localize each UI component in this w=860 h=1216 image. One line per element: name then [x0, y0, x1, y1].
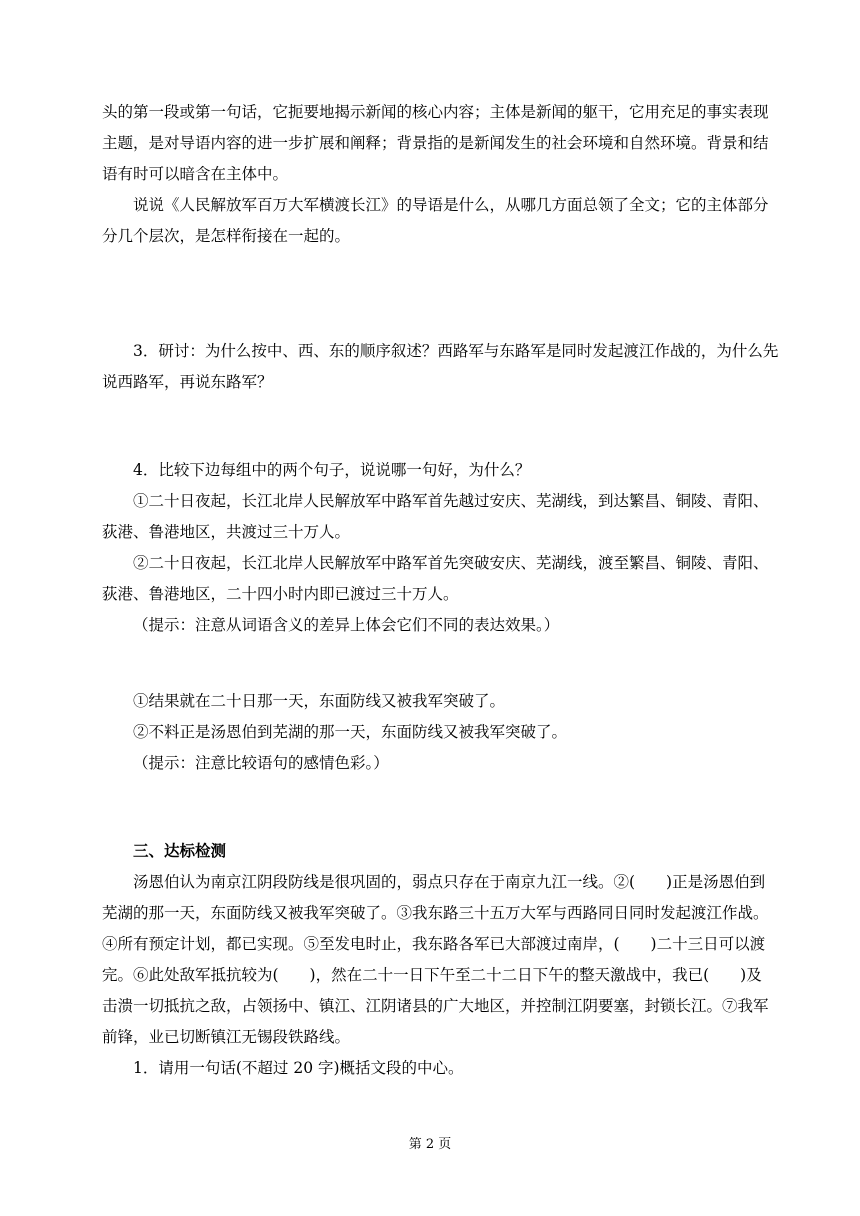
text-line: 头的第一段或第一句话，它扼要地揭示新闻的核心内容；主体是新闻的躯干，它用充足的事实表现 [102, 103, 769, 121]
text-line: 分几个层次，是怎样衔接在一起的。 [102, 227, 351, 245]
text-line: 主题，是对导语内容的进一步扩展和阐释；背景指的是新闻发生的社会环境和自然环境。背景和结 [102, 134, 769, 152]
text-line: ①结果就在二十日那一天，东面防线又被我军突破了。 [133, 692, 506, 710]
text-line: 荻港、鲁港地区，二十四小时内即已渡过三十万人。 [102, 585, 459, 603]
question-4: 4．比较下边每组中的两个句子，说说哪一句好，为什么？ [133, 461, 531, 479]
text-line: 荻港、鲁港地区，共渡过三十万人。 [102, 523, 351, 541]
text-line: 完。⑥此处敌军抵抗较为( )，然在二十一日下午至二十二日下午的整天激战中，我已( )及 [102, 966, 762, 984]
hint-text: （提示：注意从词语含义的差异上体会它们不同的表达效果。） [133, 616, 560, 634]
exercise-question: 1．请用一句话(不超过 20 字)概括文段的中心。 [133, 1059, 464, 1077]
text-line: 击溃一切抵抗之敌，占领扬中、镇江、江阴诸县的广大地区，并控制江阴要塞，封锁长江。⑦我军 [102, 997, 769, 1015]
hint-text: （提示：注意比较语句的感情色彩。） [133, 754, 389, 772]
text-line: ④所有预定计划，都已实现。⑤至发电时止，我东路各军已大部渡过南岸，( )二十三日可以渡 [102, 935, 766, 953]
text-line: ②二十日夜起，长江北岸人民解放军中路军首先突破安庆、芜湖线，渡至繁昌、铜陵、青阳、 [133, 554, 769, 572]
text-line: 芜湖的那一天，东面防线又被我军突破了。③我东路三十五万大军与西路同日同时发起渡江作战。 [102, 904, 769, 922]
text-line: ②不料正是汤恩伯到芜湖的那一天，东面防线又被我军突破了。 [133, 723, 568, 741]
question-3: 3．研讨：为什么按中、西、东的顺序叙述？西路军与东路军是同时发起渡江作战的，为什么先 [133, 342, 779, 360]
text-line: 说西路军，再说东路军？ [102, 373, 273, 391]
section-heading: 三、达标检测 [133, 841, 227, 860]
text-line: ①二十日夜起，长江北岸人民解放军中路军首先越过安庆、芜湖线，到达繁昌、铜陵、青阳、 [133, 492, 769, 510]
text-line: 前锋，业已切断镇江无锡段铁路线。 [102, 1028, 351, 1046]
text-line: 汤恩伯认为南京江阴段防线是很巩固的，弱点只存在于南京九江一线。②( )正是汤恩伯到 [133, 873, 766, 891]
text-line: 说说《人民解放军百万大军横渡长江》的导语是什么，从哪几方面总领了全文；它的主体部分 [133, 196, 769, 214]
page-number: 第 2 页 [408, 1137, 452, 1152]
text-line: 语有时可以暗含在主体中。 [102, 165, 289, 183]
